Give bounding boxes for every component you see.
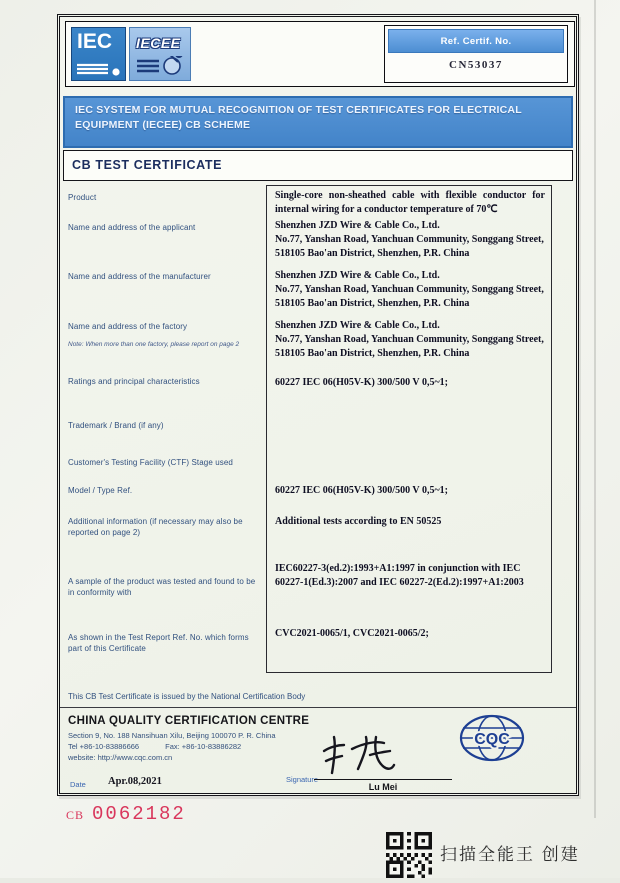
certificate-title: CB TEST CERTIFICATE [72, 158, 223, 172]
iec-logo-lines-icon [75, 62, 123, 77]
iec-logo-text: IEC [77, 30, 113, 53]
ref-certif-box [384, 25, 568, 83]
value-factory-address: No.77, Yanshan Road, Yanchuan Community, Songgang Street, 518105 Bao'an District, Shenzhen, P.R. China [275, 334, 544, 360]
date-label: Date [70, 780, 86, 789]
value-model-type: 60227 IEC 06(H05V-K) 300/500 V 0,5~1; [275, 485, 448, 496]
certificate-title-box [63, 150, 573, 181]
value-applicant-name: Shenzhen JZD Wire & Cable Co., Ltd. [275, 220, 440, 231]
footer-divider [60, 707, 576, 708]
cqc-logo-text: CQC [474, 731, 510, 748]
cb-scheme-banner: IEC SYSTEM FOR MUTUAL RECOGNITION OF TEST CERTIFICATES FOR ELECTRICAL EQUIPMENT (IECEE) CB SCHEME [63, 96, 573, 148]
cb-serial-prefix: CB [66, 808, 85, 822]
note-factory: Note: When more than one factory, please report on page 2 [68, 341, 240, 348]
signature-label: Signature [286, 775, 319, 784]
org-name: CHINA QUALITY CERTIFICATION CENTRE [68, 715, 310, 727]
org-tel-fax [68, 742, 241, 751]
camscanner-watermark: 扫描全能王 创建 [440, 845, 580, 864]
label-test-report: As shown in the Test Report Ref. No. which forms part of this Certificate [68, 633, 249, 653]
scan-page-edge [594, 0, 596, 818]
label-ratings: Ratings and principal characteristics [68, 377, 200, 386]
org-website: website: http://www.cqc.com.cn [68, 753, 173, 762]
org-fax: Fax: +86-10-83886282 [165, 742, 242, 751]
cb-serial-row [66, 803, 186, 825]
label-model-type: Model / Type Ref. [68, 486, 133, 495]
iecee-logo [129, 27, 191, 81]
cb-serial-number: 0062182 [92, 803, 186, 825]
value-manufacturer-name: Shenzhen JZD Wire & Cable Co., Ltd. [275, 270, 440, 281]
org-tel: Tel +86-10-83886666 [68, 742, 140, 751]
org-address: Section 9, No. 188 Nansihuan Xilu, Beijing 100070 P. R. China [68, 731, 276, 740]
value-box [266, 185, 552, 673]
value-applicant-address: No.77, Yanshan Road, Yanchuan Community, Songgang Street, 518105 Bao'an District, Shenzhen, P.R. China [275, 234, 544, 260]
label-additional-info: Additional information (if necessary may also be reported on page 2) [68, 517, 243, 537]
cqc-logo-icon [458, 713, 526, 763]
certificate-frame [57, 14, 579, 796]
value-conformity: IEC60227-3(ed.2):1993+A1:1997 in conjunction with IEC 60227-1(Ed.3):2007 and IEC 60227-2(Ed.2):1997+A1:2003 [275, 563, 524, 589]
handwritten-signature-icon [318, 733, 448, 777]
iecee-logo-globe-icon [134, 56, 188, 76]
label-product: Product [68, 193, 97, 202]
value-factory-name: Shenzhen JZD Wire & Cable Co., Ltd. [275, 320, 440, 331]
value-additional-info: Additional tests according to EN 50525 [275, 516, 442, 527]
signature-line [314, 779, 452, 780]
label-applicant: Name and address of the applicant [68, 223, 196, 232]
value-ratings: 60227 IEC 06(H05V-K) 300/500 V 0,5~1; [275, 377, 448, 388]
label-factory: Name and address of the factory [68, 322, 188, 331]
value-test-report: CVC2021-0065/1, CVC2021-0065/2; [275, 628, 429, 639]
label-conformity: A sample of the product was tested and found to be in conformity with [68, 577, 256, 597]
certificate-header [65, 21, 575, 87]
iecee-logo-text: IECEE [136, 35, 181, 51]
value-product: Single-core non-sheathed cable with flexible conductor for internal wiring for a conductor temperature of 70℃ [275, 190, 545, 216]
value-manufacturer-address: No.77, Yanshan Road, Yanchuan Community, Songgang Street, 518105 Bao'an District, Shenzhen, P.R. China [275, 284, 544, 310]
label-trademark: Trademark / Brand (if any) [68, 421, 164, 430]
ref-certif-number: CN53037 [449, 59, 503, 71]
ref-certif-label: Ref. Certif. No. [388, 29, 564, 53]
iec-logo [71, 27, 126, 81]
label-manufacturer: Name and address of the manufacturer [68, 272, 211, 281]
qr-code-icon [386, 832, 432, 883]
signatory-name: Lu Mei [368, 782, 398, 792]
date-value: Apr.08,2021 [108, 776, 162, 787]
issued-statement: This CB Test Certificate is issued by the National Certification Body [68, 692, 306, 701]
label-ctf-stage: Customer's Testing Facility (CTF) Stage used [68, 458, 233, 467]
